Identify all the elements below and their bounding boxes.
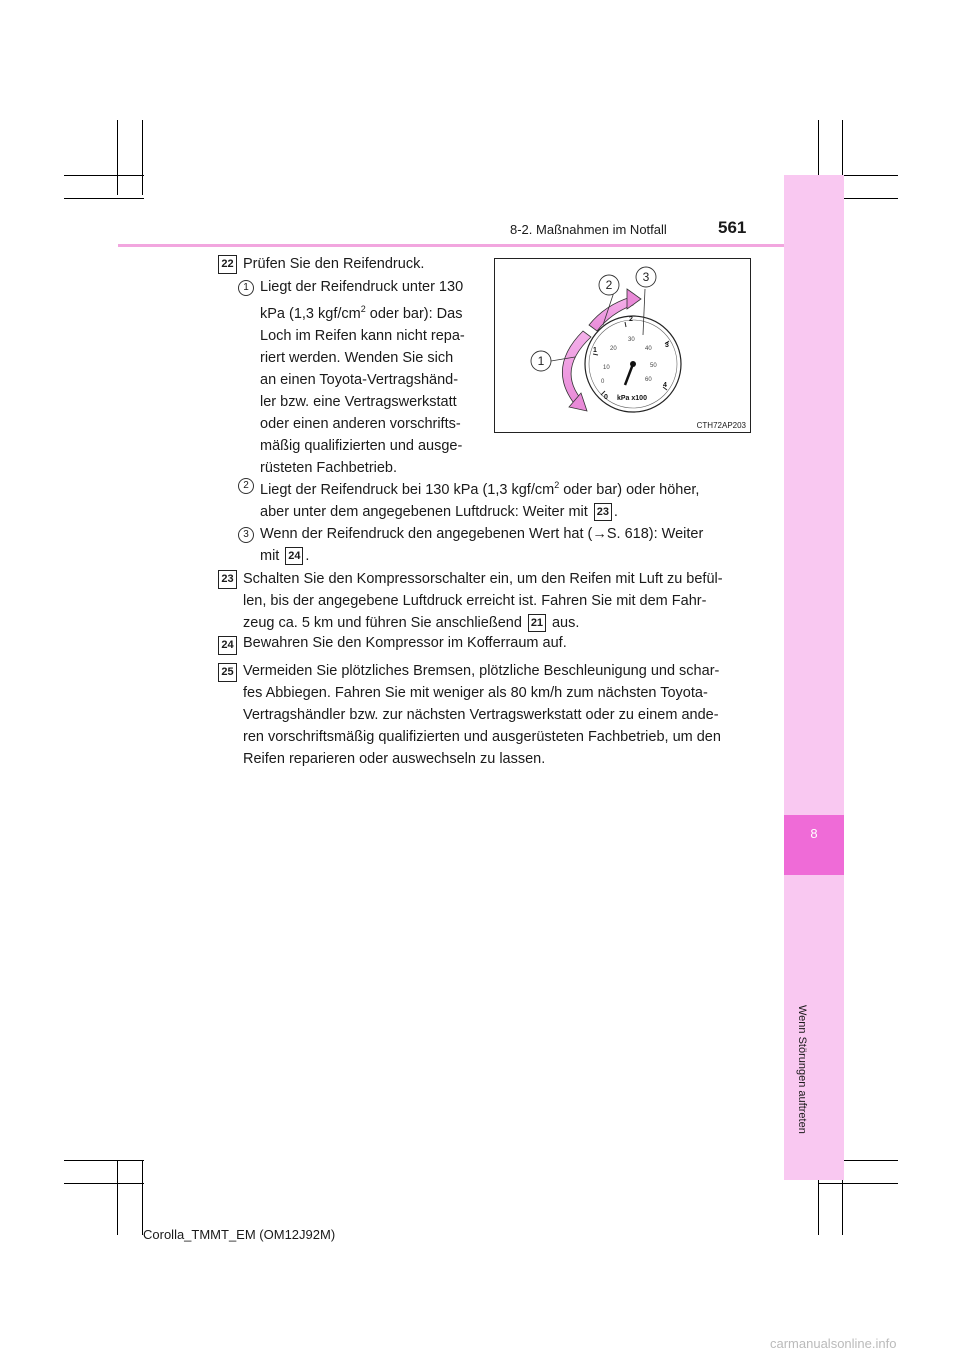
step-25-text: Vermeiden Sie plötzliches Bremsen, plötzliche Beschleunigung und schar- fes Abbiegen. Fahren Sie mit weniger als 80 km/h zum nächsten Toyota- Vertragshändler bzw. zur nächsten Vertragswerkstatt oder zu einem ande- ren vorschriftsmäßig qualifizierten und ausgerüsteten Fachbetrieb, um den Reifen reparieren oder auswechseln zu lassen.	[243, 663, 721, 767]
step-reference[interactable]: 21	[528, 614, 546, 632]
svg-text:20: 20	[610, 346, 617, 352]
option-marker: 2	[238, 478, 254, 494]
chapter-tab-marker	[784, 815, 844, 875]
crop-mark	[818, 1183, 898, 1184]
svg-text:0: 0	[604, 394, 608, 401]
crop-mark	[117, 1160, 118, 1235]
svg-text:30: 30	[628, 337, 635, 343]
header-rule	[118, 244, 784, 247]
svg-text:2: 2	[629, 316, 633, 323]
section-title: 8-2. Maßnahmen im Notfall	[510, 222, 667, 237]
page-number: 561	[718, 218, 747, 237]
step-number: 22	[218, 255, 237, 274]
callout-2: 2	[605, 278, 613, 292]
chapter-number: 8	[810, 826, 818, 841]
crop-mark	[142, 1160, 143, 1235]
pressure-gauge-illustration	[495, 259, 750, 432]
crop-mark	[64, 1160, 144, 1161]
step-number: 23	[218, 570, 237, 589]
watermark: carmanualsonline.info	[770, 1336, 897, 1351]
svg-text:60: 60	[645, 377, 652, 383]
step-reference[interactable]: 23	[594, 503, 612, 521]
option-2-line: Liegt der Reifendruck bei 130 kPa (1,3 kgf/$cm^2$ oder bar) oder höher,	[260, 480, 700, 498]
option-marker: 3	[238, 527, 254, 543]
svg-text:kPa x100: kPa x100	[617, 395, 647, 402]
svg-text:4: 4	[663, 382, 667, 389]
svg-text:10: 10	[603, 365, 610, 371]
step-24-text: Bewahren Sie den Kompressor im Kofferraum auf.	[243, 635, 567, 651]
crop-mark	[142, 120, 143, 195]
footer-document-id: Corolla_TMMT_EM (OM12J92M)	[143, 1227, 336, 1242]
svg-text:1: 1	[593, 347, 597, 354]
option-2-line: aber unter dem angegebenen Luftdruck: Weiter mit 23 .	[260, 503, 618, 520]
chapter-title: Wenn Störungen auftreten	[796, 1005, 808, 1134]
svg-text:40: 40	[645, 346, 652, 352]
option-1-text: Liegt der Reifendruck unter 130 kPa (1,3 kgf/$cm^2$ oder bar): Das Loch im Reifen kann nicht repa- riert werden. Wenden Sie sich an einen Toyota-Vertragshänd- ler bzw. eine Vertragswerkstatt oder einen anderen vorschrifts- mäßig qualifizierten und ausge- rüsteten Fachbetrieb.	[260, 276, 482, 479]
option-marker: 1	[238, 280, 254, 296]
step-23-line: zeug ca. 5 km und führen Sie anschließend 21 aus.	[243, 615, 580, 631]
pressure-gauge-figure	[494, 258, 751, 433]
svg-text:3: 3	[665, 342, 669, 349]
crop-mark	[64, 175, 144, 176]
callout-3: 3	[642, 270, 650, 284]
option-1-line: kPa (1,3 kgf/$cm^2$ oder bar): Das	[260, 304, 463, 322]
step-23-text: Schalten Sie den Kompressorschalter ein, um den Reifen mit Luft zu befül- len, bis der angegebene Luftdruck erreicht ist. Fahren Sie mit dem Fahr- zeug ca. 5 km und führen Sie anschließend 21 aus.	[243, 568, 744, 634]
svg-text:50: 50	[650, 363, 657, 369]
crop-mark	[64, 198, 144, 199]
chapter-tab	[784, 175, 844, 1180]
step-number: 25	[218, 663, 237, 682]
step-reference[interactable]: 24	[285, 547, 303, 565]
crop-mark	[64, 1183, 144, 1184]
option-2-text	[260, 474, 744, 523]
step-text: Prüfen Sie den Reifendruck.	[243, 256, 425, 272]
callout-1: 1	[537, 354, 545, 368]
option-3-line: mit 24 .	[260, 548, 310, 564]
svg-text:0: 0	[601, 379, 605, 385]
figure-code: CTH72AP203	[696, 421, 746, 430]
option-3-text: Wenn der Reifendruck den angegebenen Wert hat (→S. 618): Weiter mit 24 .	[260, 523, 744, 567]
crop-mark	[117, 120, 118, 195]
step-number: 24	[218, 636, 237, 655]
